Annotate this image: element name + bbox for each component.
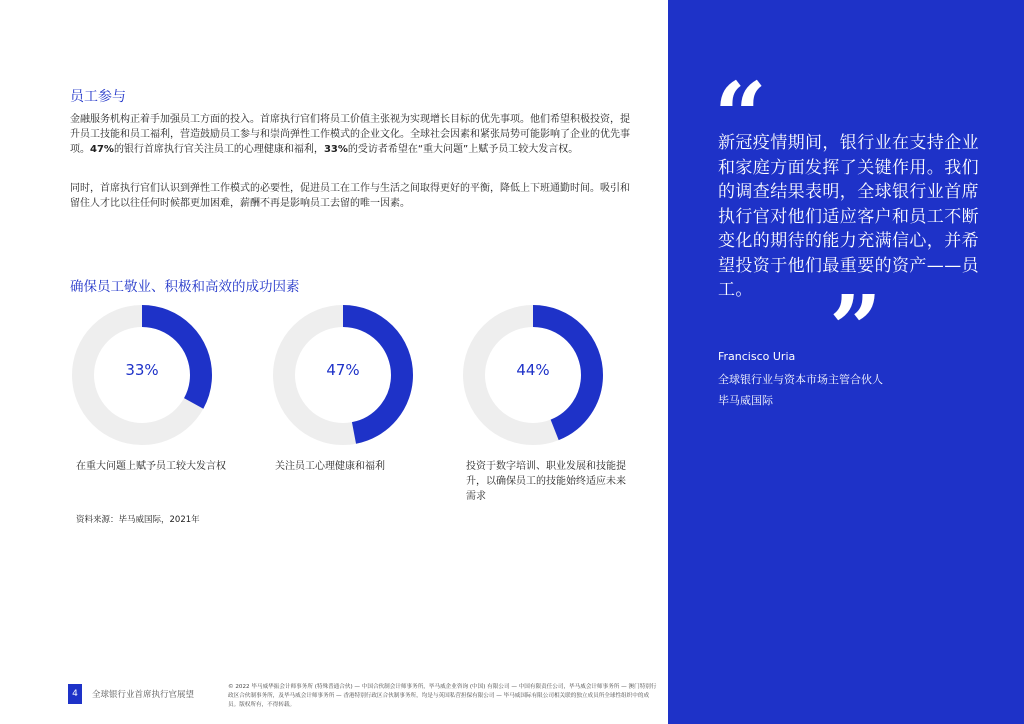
- donut-3-caption: 投资于数字培训、职业发展和技能提升，以确保员工的技能始终适应未来需求: [466, 461, 626, 502]
- body-p1-mid: 的银行首席执行官关注员工的心理健康和福利，: [113, 144, 324, 155]
- footer-title: 全球银行业首席执行官展望: [92, 690, 195, 700]
- section-title: 员工参与: [70, 89, 126, 105]
- donut-chart-3: [463, 305, 603, 445]
- source-note: 资料来源：毕马威国际，2021年: [76, 515, 200, 525]
- close-quote-icon: ”: [829, 275, 882, 383]
- body-p1-stat-47: 47%: [90, 144, 114, 155]
- open-quote-icon: “: [714, 62, 767, 170]
- donut-chart-2: [273, 305, 413, 445]
- donut-1-caption: 在重大问题上赋予员工较大发言权: [76, 461, 226, 472]
- page-number: 4: [68, 684, 82, 704]
- body-p1-start: 金融服务机构正着手加强员工方面的投入。首席执行官们将员工价值主张视为实现增长目标的优先事项。他们希望积极投资，提升员工技能和员工福利，营造鼓励员工参与和崇尚弹性工作模式的企业文化。全球社会因素和紧张局势可能影响了企业的优先事项。: [70, 114, 630, 155]
- quote-author-org: 毕马威国际: [718, 394, 773, 407]
- quote-author-name: Francisco Uria: [718, 350, 796, 363]
- donut-3-value-label: 44%: [516, 361, 550, 379]
- quote-author-role: 全球银行业与资本市场主管合伙人: [718, 373, 883, 386]
- donut-2-caption: 关注员工心理健康和福利: [275, 461, 385, 472]
- body-paragraph-1: [70, 112, 630, 157]
- body-p1-end: 的受访者希望在“重大问题”上赋予员工较大发言权。: [347, 144, 579, 155]
- chart-title: 确保员工敬业、积极和高效的成功因素: [70, 279, 300, 295]
- donut-2-value-label: 47%: [326, 361, 360, 379]
- quote-text: 新冠疫情期间，银行业在支持企业和家庭方面发挥了关键作用。我们的调查结果表明，全球银行业首席执行官对他们适应客户和员工不断变化的期待的能力充满信心，并希望投资于他们最重要的资产——员工。: [718, 133, 979, 300]
- footer-legal-text: © 2022 毕马威华振会计师事务所 (特殊普通合伙) — 中国合伙制会计师事务所，毕马威企业咨询 (中国) 有限公司 — 中国有限责任公司，毕马威会计师事务所 — 澳门特别行政区合伙制事务所，及毕马威会计师事务所 — 香港特别行政区合伙制事务所，均是与英国私营担保有限公司 — 毕马威国际有限公司相关联的独立成员所全球性组织中的成员。版权所有，不得转载。: [228, 684, 657, 708]
- body-p1-stat-33: 33%: [323, 144, 348, 155]
- donut-chart-1: [72, 305, 212, 445]
- donut-1-value-label: 33%: [125, 361, 159, 379]
- body-paragraph-2: 同时，首席执行官们认识到弹性工作模式的必要性，促进员工在工作与生活之间取得更好的平衡，降低上下班通勤时间。吸引和留住人才比以往任何时候都更加困难，薪酬不再是影响员工去留的唯一因素。: [70, 183, 630, 209]
